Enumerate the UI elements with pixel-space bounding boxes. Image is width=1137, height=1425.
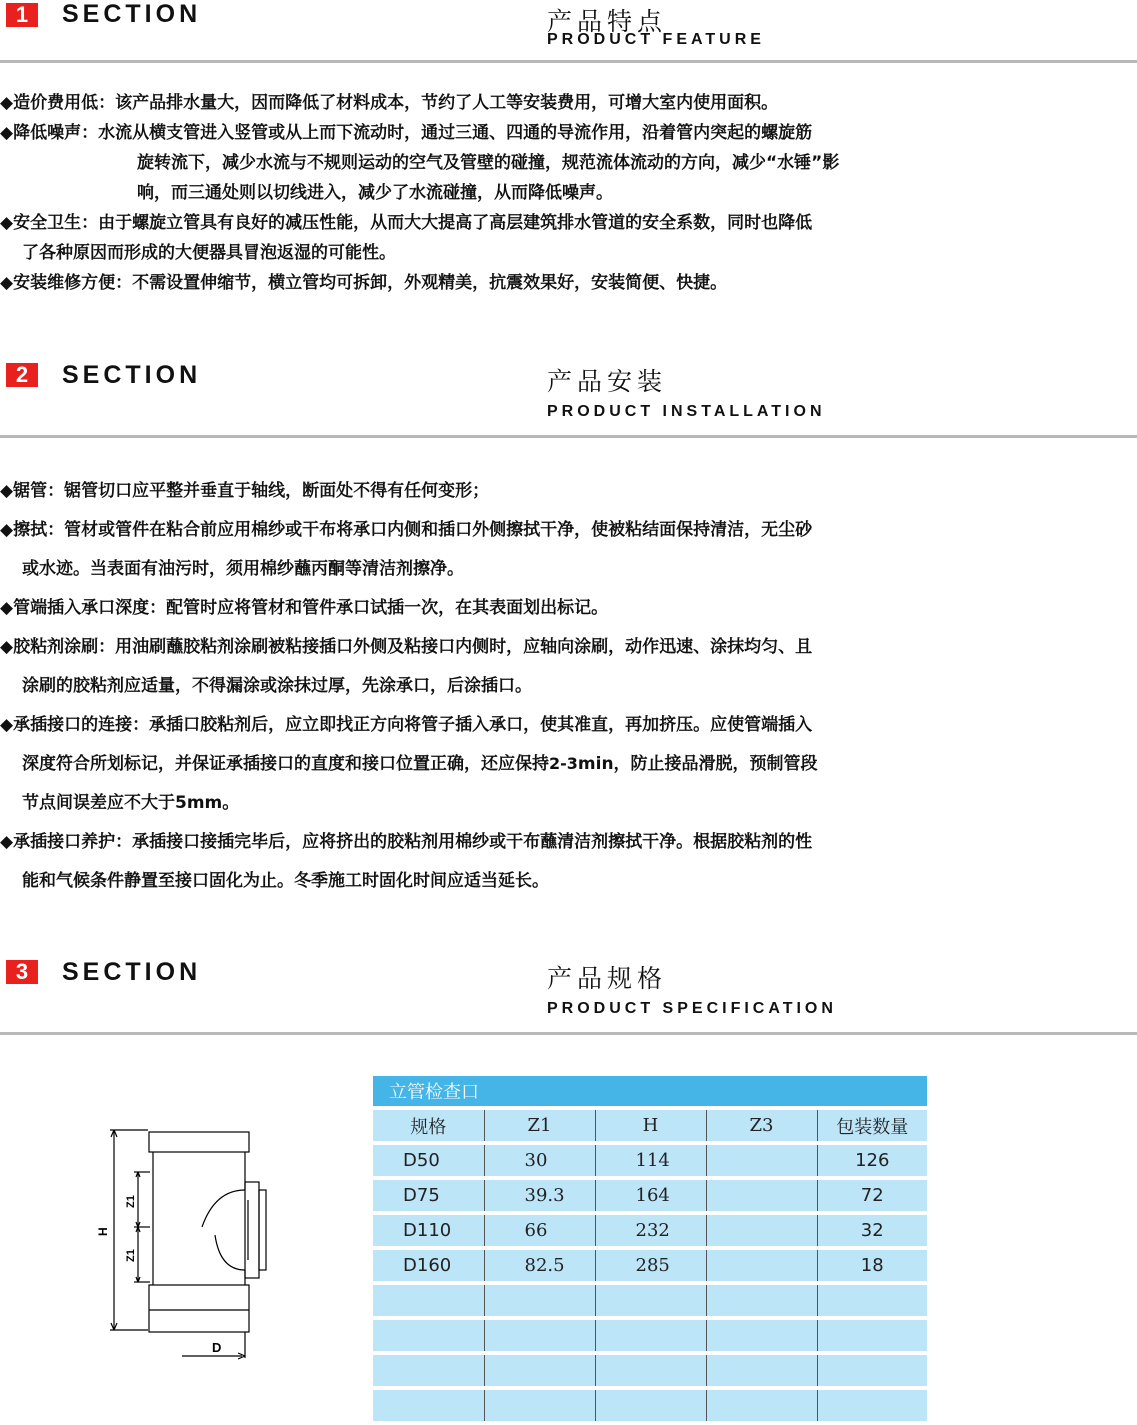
table-cell [817,1353,927,1388]
feature-line: ◆降低噪声：水流从横支管进入竖管或从上而下流动时，通过三通、四通的导流作用，沿着管内突起的螺旋筋 [0,123,813,143]
feature-line: 了各种原因而形成的大便器具冒泡返湿的可能性。 [22,243,396,263]
table-cell [484,1318,595,1353]
table-cell: 285 [595,1248,706,1283]
table-cell [706,1353,817,1388]
table-row [373,1283,927,1318]
table-row [373,1353,927,1388]
install-line: ◆擦拭：管材或管件在粘合前应用棉纱或干布将承口内侧和插口外侧擦拭干净，使被粘结面保持清洁，无尘砂 [0,520,813,540]
section-divider [0,60,1137,63]
table-cell [484,1283,595,1318]
table-cell: D75 [373,1178,484,1213]
table-cell: 30 [484,1143,595,1178]
install-line: 涂刷的胶粘剂应适量，不得漏涂或涂抹过厚，先涂承口，后涂插口。 [22,676,532,696]
column-header: 包装数量 [817,1108,927,1143]
section-label: SECTION [62,958,202,986]
time-range: 2-3 [549,754,578,773]
install-line: 或水迹。当表面有油污时，须用棉纱蘸丙酮等清洁剂擦净。 [22,559,464,579]
table-cell: 114 [595,1143,706,1178]
table-row [373,1388,927,1423]
table-cell [706,1213,817,1248]
install-line: ◆管端插入承口深度：配管时应将管材和管件承口试插一次，在其表面划出标记。 [0,598,609,618]
install-line-text: min，防止接品滑脱，预制管段 [577,754,818,774]
feature-line: 响，而三通处则以切线进入，减少了水流碰撞，从而降低噪声。 [137,183,613,203]
table-cell: 232 [595,1213,706,1248]
install-line: 能和气候条件静置至接口固化为止。冬季施工时固化时间应适当延长。 [22,871,549,891]
section-divider [0,435,1137,438]
column-header: 规格 [373,1108,484,1143]
install-line-text: 深度符合所划标记，并保证承插接口的直度和接口位置正确，还应保持 [22,754,549,774]
section-number: 3 [6,960,38,984]
table-cell: D110 [373,1213,484,1248]
section-divider [0,1032,1137,1035]
table-caption: 立管检查口 [373,1076,927,1108]
table-cell [484,1353,595,1388]
column-header: Z3 [706,1108,817,1143]
table-row [373,1178,927,1213]
table-cell [595,1353,706,1388]
table-cell [595,1388,706,1423]
table-cell [706,1318,817,1353]
dimension-label: H [96,1227,110,1236]
section-number: 2 [6,363,38,387]
table-cell [373,1353,484,1388]
section-title-en: PRODUCT FEATURE [547,31,765,48]
feature-line: ◆安全卫生：由于螺旋立管具有良好的减压性能，从而大大提高了高层建筑排水管道的安全系数，同时也降低 [0,213,813,233]
table-cell [373,1318,484,1353]
section-label: SECTION [62,0,202,28]
table-cell [706,1283,817,1318]
table-cell: D160 [373,1248,484,1283]
table-cell: 66 [484,1213,595,1248]
install-line: ◆承插接口养护：承插接口接插完毕后，应将挤出的胶粘剂用棉纱或干布蘸清洁剂擦拭干净。根据胶粘剂的性 [0,832,813,852]
table-row [373,1143,927,1178]
column-header: H [595,1108,706,1143]
feature-line: 旋转流下，减少水流与不规则运动的空气及管壁的碰撞，规范流体流动的方向，减少“水锤”影 [137,153,840,173]
dimension-label: Z1 [125,1195,137,1208]
table-cell [706,1178,817,1213]
table-cell: 72 [817,1178,927,1213]
column-header: Z1 [484,1108,595,1143]
table-header-row [373,1108,927,1143]
table-cell: 82.5 [484,1248,595,1283]
table-cell [484,1388,595,1423]
table-cell [817,1283,927,1318]
pipe-fitting-drawing [90,1120,270,1370]
table-cell [706,1143,817,1178]
table-cell: 39.3 [484,1178,595,1213]
table-cell [817,1318,927,1353]
section-number: 1 [6,3,38,27]
feature-line: ◆造价费用低：该产品排水量大，因而降低了材料成本，节约了人工等安装费用，可增大室内使用面积。 [0,93,779,113]
spec-table [373,1076,927,1425]
table-row [373,1318,927,1353]
table-cell: 126 [817,1143,927,1178]
install-line: ◆锯管：锯管切口应平整并垂直于轴线，断面处不得有任何变形； [0,481,490,501]
table-cell [595,1283,706,1318]
table-cell [706,1248,817,1283]
table-row [373,1248,927,1283]
table-row [373,1213,927,1248]
install-line: ◆承插接口的连接：承插口胶粘剂后，应立即找正方向将管子插入承口，使其准直，再加挤压。应使管端插入 [0,715,813,735]
table-cell [706,1388,817,1423]
table-cell [595,1318,706,1353]
section-title-cn: 产品安装 [547,367,668,396]
install-line [22,749,818,774]
table-cell: 164 [595,1178,706,1213]
feature-line: ◆安装维修方便：不需设置伸缩节，横立管均可拆卸，外观精美，抗震效果好，安装简便、快捷。 [0,273,728,293]
section-title-cn: 产品特点 [547,7,668,36]
section-title-cn: 产品规格 [547,964,668,993]
table-cell: 18 [817,1248,927,1283]
section-title-en: PRODUCT SPECIFICATION [547,1000,837,1017]
dimension-label: D [212,1340,222,1355]
table-cell: 32 [817,1213,927,1248]
section-title-en: PRODUCT INSTALLATION [547,403,826,420]
table-cell [373,1283,484,1318]
table-cell [373,1388,484,1423]
table-cell: D50 [373,1143,484,1178]
section-label: SECTION [62,361,202,389]
dimension-label: Z1 [125,1249,137,1262]
install-line: 节点间误差应不大于5mm。 [22,793,240,813]
table-cell [817,1388,927,1423]
install-line: ◆胶粘剂涂刷：用油刷蘸胶粘剂涂刷被粘接插口外侧及粘接口内侧时，应轴向涂刷，动作迅速、涂抹均匀、且 [0,637,813,657]
